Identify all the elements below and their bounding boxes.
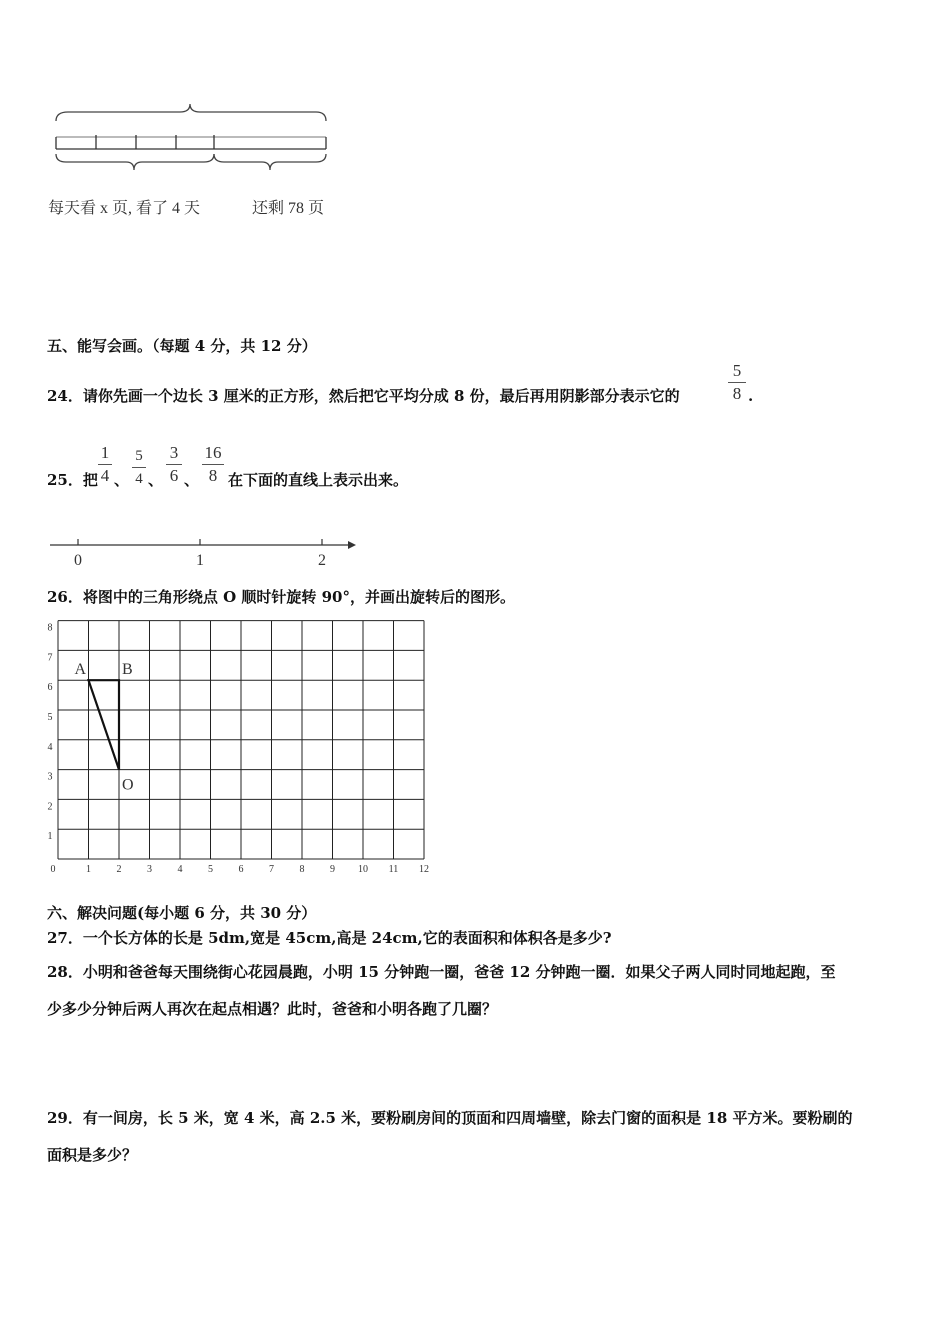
point-label-a: A [74,661,87,679]
q24-frac-num: 5 [732,361,742,380]
grid-x-tick: 11 [388,864,399,875]
grid-x-tick: 2 [116,864,122,875]
q24-end: . [748,387,754,405]
q25-frac4-den: 8 [208,466,218,485]
diagram-right-label: 还剩 78 页 [252,200,325,217]
q25-frac1-den: 4 [100,466,110,485]
point-label-b: B [122,661,133,679]
q26-text: 26．将图中的三角形绕点 O 顺时针旋转 90°，并画出旋转后的图形。 [47,588,515,606]
section6-heading: 六、解决问题(每小题 6 分，共 30 分） [47,904,317,922]
q29-line1: 29．有一间房，长 5 米，宽 4 米，高 2.5 米，要粉刷房间的顶面和四周墙壁，除去门窗的面积是 18 平方米。要粉刷的 [47,1109,853,1127]
q25-frac1-num: 1 [100,443,110,462]
grid-y-tick: 7 [47,652,53,664]
q25-sep-1: 、 [114,471,130,489]
q25-prefix: 25．把 [47,471,98,489]
grid-y-tick: 6 [47,682,53,694]
number-line-label-1: 1 [196,552,204,569]
grid-x-tick: 7 [269,864,274,875]
q25-sep-2: 、 [148,471,164,489]
grid-y-tick: 4 [47,741,53,753]
grid-y-tick: 2 [47,801,53,813]
q25-suffix: 在下面的直线上表示出来。 [228,471,409,489]
q25-frac2-den: 4 [135,471,143,487]
grid-y-tick: 3 [47,771,53,783]
q24-frac-den: 8 [732,384,742,403]
grid-x-tick: 3 [147,864,152,875]
point-label-o: O [122,776,134,794]
number-line-label-0: 0 [74,552,82,569]
grid-x-tick: 12 [419,864,429,875]
grid-x-tick: 8 [299,864,305,875]
grid-y-tick: 5 [47,712,53,723]
q27-text: 27．一个长方体的长是 5dm,宽是 45cm,高是 24cm,它的表面积和体积各是多少? [47,929,612,947]
q24-text: 24．请你先画一个边长 3 厘米的正方形，然后把它平均分成 8 份，最后再用阴影部分表示它的 [47,387,680,405]
q28-line1: 28．小明和爸爸每天围绕街心花园晨跑，小明 15 分钟跑一圈，爸爸 12 分钟跑一圈．如果父子两人同时同地起跑，至 [47,963,836,981]
grid-y-tick: 1 [47,831,53,843]
triangle-abo [89,680,120,769]
grid-x-tick: 5 [208,864,213,875]
q25-sep-3: 、 [184,471,200,489]
q25-frac3-den: 6 [169,466,179,485]
q25-frac2-num: 5 [135,448,143,464]
grid-x-tick: 9 [330,864,335,875]
section5-heading: 五、能写会画。（每题 4 分，共 12 分） [47,337,317,355]
grid-x-tick: 6 [238,864,244,875]
q25-frac3-num: 3 [169,443,179,462]
diagram-left-label: 每天看 x 页, 看了 4 天 [48,200,201,217]
number-line-label-2: 2 [318,552,326,569]
grid-y-tick: 8 [47,622,53,634]
q29-line2: 面积是多少？ [47,1146,138,1164]
q28-line2: 少多少分钟后两人再次在起点相遇？此时，爸爸和小明各跑了几圈？ [47,1000,498,1018]
grid-x-tick: 1 [86,864,91,875]
grid-x-tick: 0 [50,864,56,875]
q25-frac4-num: 16 [204,443,222,462]
grid-x-tick: 4 [177,864,183,875]
grid-x-tick: 10 [358,864,368,875]
